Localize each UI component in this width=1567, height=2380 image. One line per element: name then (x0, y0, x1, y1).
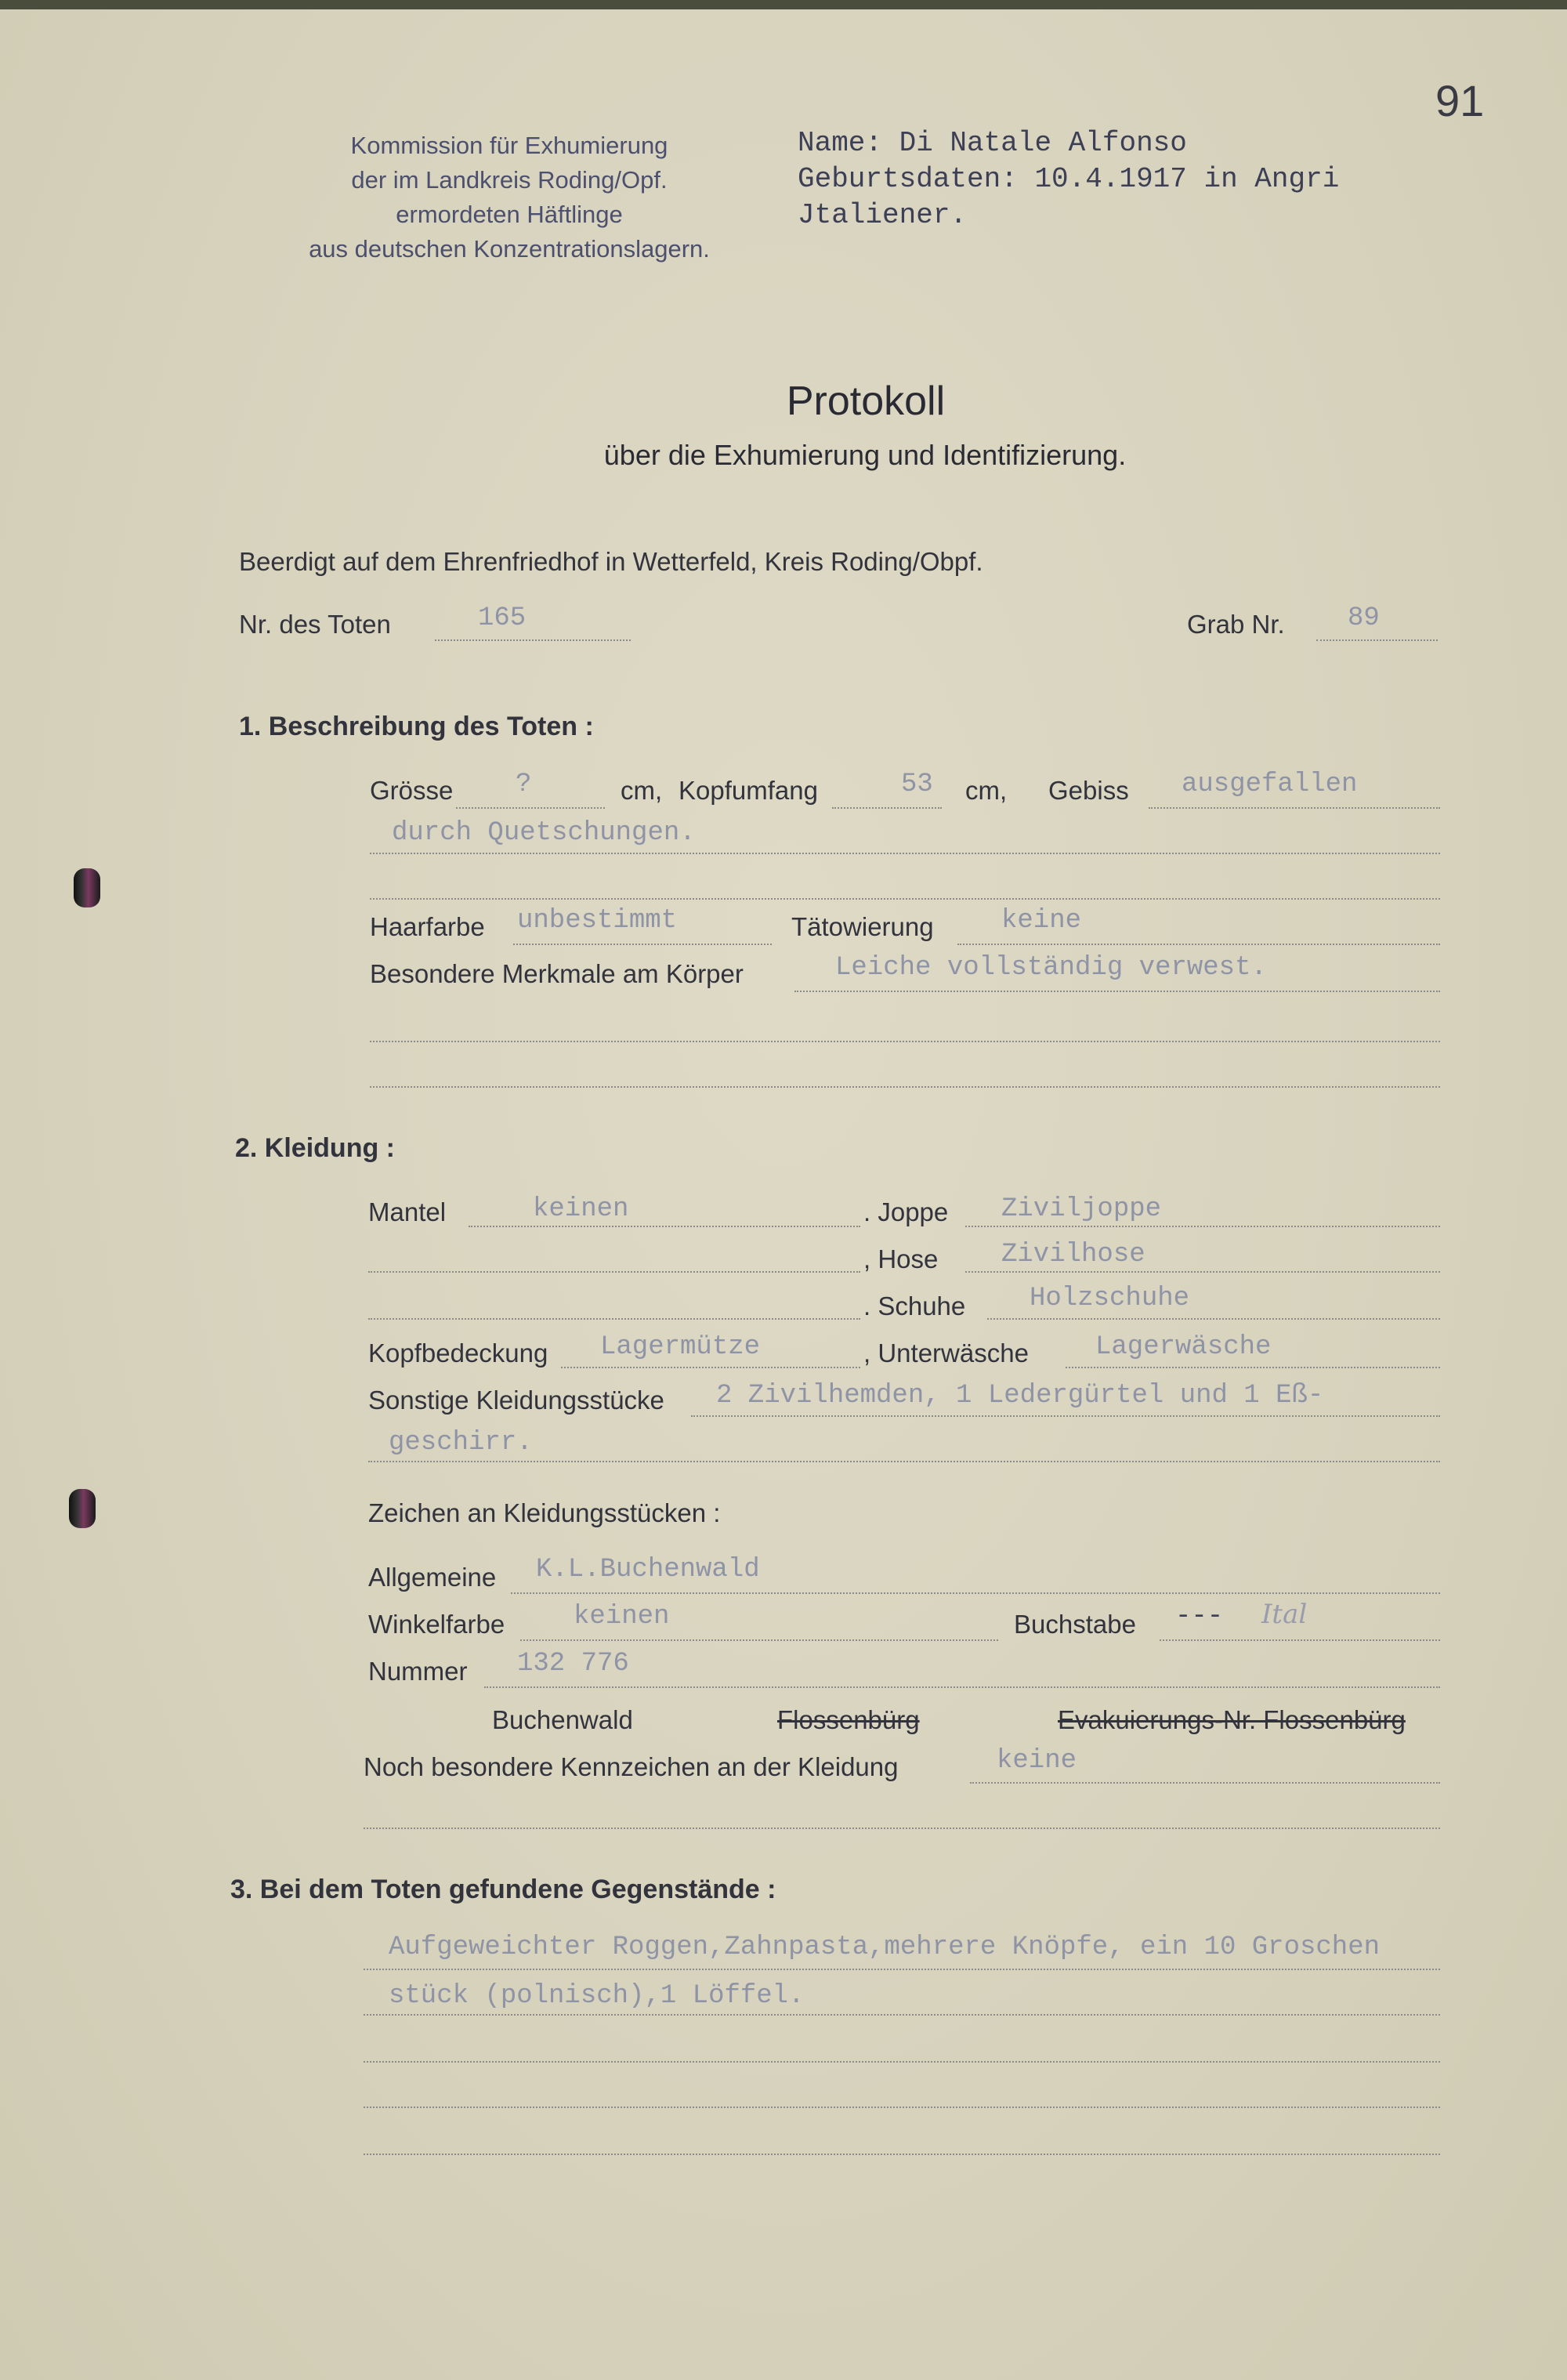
features-line (794, 991, 1440, 992)
underwear-line (1066, 1367, 1440, 1368)
cm-label-2: cm, (965, 776, 1008, 805)
height-label: Grösse (370, 776, 454, 805)
general-mark-label: Allgemeine (368, 1563, 497, 1592)
teeth-line-2 (370, 853, 1440, 854)
camp-flossenburg: Flossenbürg (777, 1705, 920, 1734)
commission-line-1: Kommission für Exhumierung (350, 132, 668, 159)
jacket-value: Ziviljoppe (1001, 1194, 1162, 1224)
commission-line-2: der im Landkreis Roding/Opf. (351, 166, 668, 194)
items-line-3 (364, 2061, 1440, 2063)
other-clothing-value: 2 Zivilhemden, 1 Ledergürtel und 1 Eß- (716, 1381, 1324, 1411)
hair-line (513, 944, 772, 945)
trousers-blank-line (368, 1271, 860, 1273)
features-label: Besondere Merkmale am Körper (370, 959, 744, 988)
number-label: Nummer (368, 1657, 468, 1686)
dead-number-line (435, 639, 631, 641)
features-value: Leiche vollständig verwest. (835, 953, 1267, 983)
general-mark-value: K.L.Buchenwald (536, 1555, 760, 1585)
headwear-label: Kopfbedeckung (368, 1339, 548, 1368)
underwear-label: , Unterwäsche (863, 1339, 1029, 1368)
general-mark-line (511, 1592, 1440, 1594)
special-marks-value: keine (997, 1746, 1077, 1776)
commission-line-4: aus deutschen Konzentrationslagern. (309, 235, 710, 263)
headwear-value: Lagermütze (600, 1332, 761, 1362)
section-3-heading: 3. Bei dem Toten gefundene Gegenstände : (230, 1875, 776, 1904)
teeth-label: Gebiss (1048, 776, 1129, 805)
items-line-5 (364, 2154, 1440, 2155)
jacket-line (965, 1226, 1440, 1227)
shoes-blank-line (368, 1318, 860, 1320)
blank-line-3 (370, 1086, 1440, 1088)
other-clothing-line-2 (368, 1461, 1440, 1462)
blank-line-1 (370, 898, 1440, 900)
punch-hole-top (74, 868, 100, 907)
blank-line-2 (370, 1041, 1440, 1042)
trousers-line (965, 1271, 1440, 1273)
burial-line: Beerdigt auf dem Ehrenfriedhof in Wetterfeld, Kreis Roding/Obpf. (239, 547, 983, 576)
camp-buchenwald: Buchenwald (492, 1705, 633, 1734)
number-line (484, 1686, 1440, 1688)
items-line-4 (364, 2106, 1440, 2108)
grave-number-line (1316, 639, 1438, 641)
grave-number-label: Grab Nr. (1187, 610, 1285, 639)
coat-line (469, 1226, 860, 1227)
special-marks-line (970, 1782, 1440, 1784)
headwear-line (561, 1367, 860, 1368)
coat-label: Mantel (368, 1197, 447, 1226)
triangle-color-line (520, 1639, 998, 1641)
head-circumference-value: 53 (901, 770, 933, 799)
letter-line (1160, 1639, 1440, 1641)
grave-number-value: 89 (1348, 603, 1380, 633)
dead-number-label: Nr. des Toten (239, 610, 391, 639)
items-value-2: stück (polnisch),1 Löffel. (389, 1981, 805, 2011)
head-circumference-line (832, 807, 942, 809)
tattoo-label: Tätowierung (791, 912, 934, 941)
height-line (456, 807, 605, 809)
punch-hole-bottom (69, 1489, 96, 1528)
section-1-heading: 1. Beschreibung des Toten : (239, 712, 594, 741)
person-name: Name: Di Natale Alfonso (798, 127, 1187, 159)
scan-edge (0, 0, 1567, 9)
clothing-marks-heading: Zeichen an Kleidungsstücken : (368, 1498, 721, 1527)
head-circumference-label: Kopfumfang (679, 776, 818, 805)
hair-value: unbestimmt (517, 906, 678, 936)
trousers-label: , Hose (863, 1244, 939, 1273)
jacket-label: . Joppe (863, 1197, 949, 1226)
other-clothing-line (691, 1415, 1440, 1417)
letter-handwritten: Ital (1261, 1599, 1308, 1630)
cm-label-1: cm, (621, 776, 663, 805)
page-number: 91 (1435, 76, 1485, 125)
person-info (798, 125, 1339, 234)
document-title: Protokoll (786, 379, 946, 424)
document-subtitle: über die Exhumierung und Identifizierung. (603, 439, 1127, 471)
triangle-color-value: keinen (574, 1602, 670, 1632)
letter-value: --- (1175, 1602, 1224, 1632)
trousers-value: Zivilhose (1001, 1240, 1145, 1270)
hair-label: Haarfarbe (370, 912, 485, 941)
coat-value: keinen (533, 1194, 629, 1224)
shoes-line (987, 1318, 1440, 1320)
person-nationality: Jtaliener. (798, 199, 968, 231)
person-birth: Geburtsdaten: 10.4.1917 in Angri (798, 163, 1340, 195)
teeth-line (1149, 807, 1440, 809)
teeth-value: ausgefallen (1182, 770, 1358, 799)
number-value: 132 776 (517, 1649, 629, 1679)
letter-label: Buchstabe (1014, 1610, 1136, 1639)
items-line-2 (364, 2014, 1440, 2016)
tattoo-value: keine (1001, 906, 1082, 936)
other-clothing-label: Sonstige Kleidungsstücke (368, 1386, 664, 1415)
commission-line-3: ermordeten Häftlinge (396, 201, 623, 228)
commission-header (259, 129, 760, 266)
other-clothing-value-2: geschirr. (389, 1428, 533, 1458)
special-marks-label: Noch besondere Kennzeichen an der Kleidung (364, 1752, 899, 1781)
evacuation-number-flossenburg: Evakuierungs-Nr. Flossenbürg (1058, 1705, 1406, 1734)
section-2-heading: 2. Kleidung : (235, 1133, 395, 1163)
shoes-label: . Schuhe (863, 1291, 966, 1320)
dead-number-value: 165 (478, 603, 527, 633)
items-value-1: Aufgeweichter Roggen,Zahnpasta,mehrere Knöpfe, ein 10 Groschen (389, 1933, 1381, 1962)
tattoo-line (957, 944, 1440, 945)
shoes-value: Holzschuhe (1030, 1284, 1190, 1313)
triangle-color-label: Winkelfarbe (368, 1610, 505, 1639)
items-line-1 (364, 1969, 1440, 1970)
underwear-value: Lagerwäsche (1095, 1332, 1272, 1362)
blank-line-4 (364, 1828, 1440, 1829)
height-value: ? (516, 770, 532, 799)
teeth-value-2: durch Quetschungen. (392, 818, 696, 848)
